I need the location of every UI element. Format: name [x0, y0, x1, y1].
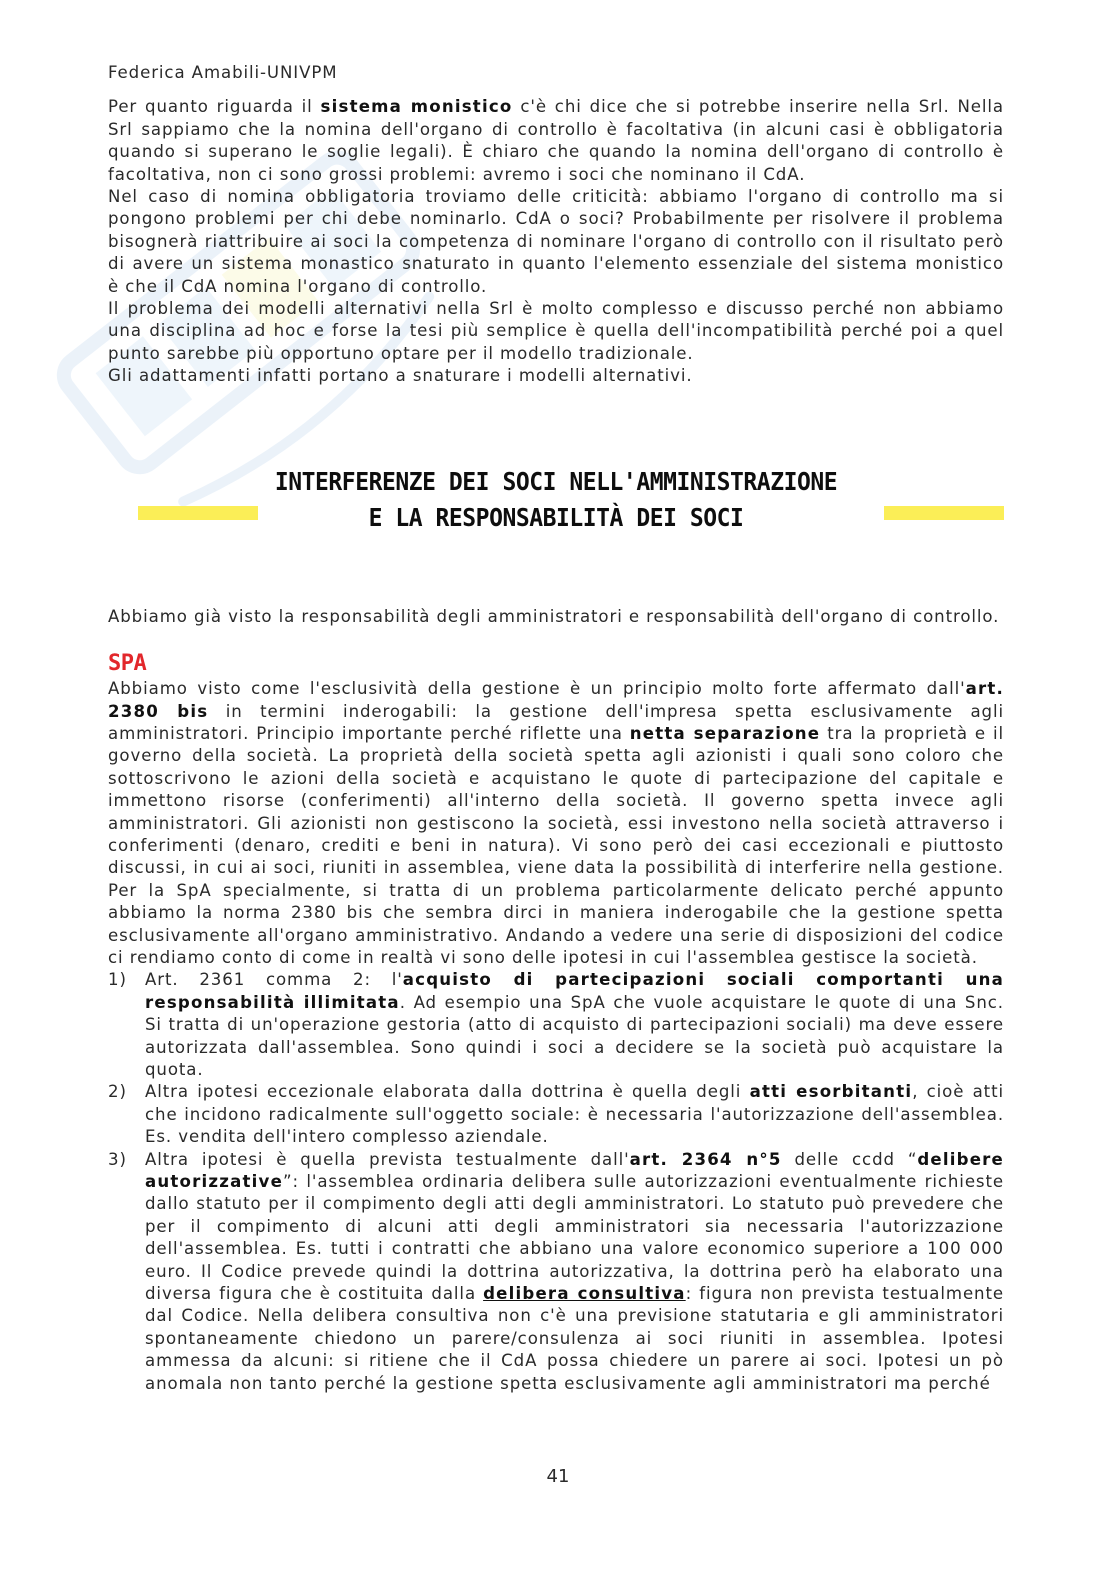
list-number: 1): [108, 970, 127, 990]
list-item: 1) Art. 2361 comma 2: l'acquisto di partecipazioni sociali comportanti una responsabilità illimitata. Ad esempio una SpA che vuole acquistare le quote di una Snc. Si tratta di un'operazione gestoria (atto di acquisto di partecipazioni sociali) ma deve essere autorizzata dall'assemblea. Sono quindi i soci a decidere se la società può acquistare la quota.: [108, 970, 1004, 1079]
paragraph-monistic-system: Per quanto riguarda il sistema monistico c'è chi dice che si potrebbe inserire nella Srl. Nella Srl sappiamo che la nomina dell'organo di controllo è facoltativa (in alcuni casi è obbligatoria quando si superano le soglie legali). È chiaro che quando la nomina dell'organo di controllo è facoltativa, non ci sono grossi problemi: avremo i soci che nominano il CdA.: [108, 97, 1005, 184]
list-item: 3) Altra ipotesi è quella prevista testualmente dall'art. 2364 n°5 delle ccdd “delibere autorizzative”: l'assemblea ordinaria delibera sulle autorizzazioni eventualmente richieste dallo statuto per il compimento degli atti degli amministratori. Lo statuto può prevedere che per il compimento di alcuni atti degli amministratori sia necessaria l'autorizzazione dell'assemblea. Es. tutti i contratti che abbiano una valore economico superiore a 100 000 euro. Il Codice prevede quindi la dottrina autorizzativa, la dottrina però ha elaborato una diversa figura che è costituita dalla delibera consultiva: figura non prevista testualmente dal Codice. Nella delibera consultiva non c'è una previsione statutaria e gli amministratori spontaneamente chiedono un parere/consulenza ai soci riuniti in assemblea. Ipotesi ammessa da alcuni: si ritiene che il CdA possa chiedere un parere ai soci. Ipotesi un pò anomala non tanto perché la gestione spetta esclusivamente agli amministratori ma perché: [108, 1149, 1005, 1393]
section-title: INTERFERENZE DEI SOCI NELL'AMMINISTRAZIONE E LA RESPONSABILITÀ DEI SOCI: [274, 466, 838, 532]
underlined-term: delibera consultiva: [483, 1284, 686, 1304]
list-item: 2) Altra ipotesi eccezionale elaborata dalla dottrina è quella degli atti esorbitanti, cioè atti che incidono radicalmente sull'oggetto sociale: è necessaria l'autorizzazione dell'assemblea. Es. vendita dell'intero complesso aziendale.: [108, 1082, 1004, 1147]
paragraph-adaptations: Gli adattamenti infatti portano a snaturare i modelli alternativi.: [108, 366, 693, 386]
list-number: 3): [108, 1149, 127, 1169]
list-number: 2): [108, 1082, 127, 1102]
section-title-block: [108, 464, 1004, 554]
bold-term: art. 2380 bis: [108, 679, 1004, 721]
spa-heading: SPA: [108, 651, 147, 677]
paragraph-mandatory-nomination: Nel caso di nomina obbligatoria troviamo delle criticità: abbiamo l'organo di controllo ma si pongono problemi per chi debe nominarlo. CdA o soci? Probabilmente per risolvere il problema bisognerà riattribuire ai soci la competenza di nominare l'organo di controllo con il risultato però di avere un sistema monastico snaturato in quanto l'elemento essenziale del sistema monistico è che il CdA nomina l'organo di controllo.: [108, 187, 1004, 296]
bold-term: netta separazione: [629, 723, 821, 743]
bold-term: atti esorbitanti: [749, 1082, 913, 1102]
author-header: Federica Amabili-UNIVPM: [108, 63, 338, 82]
paragraph-alternative-models: Il problema dei modelli alternativi nella Srl è molto complesso e discusso perché non abbiamo una disciplina ad hoc e forse la tesi più semplice è quella dell'incompatibilità perché poi a quel punto sarebbe più opportuno optare per il modello tradizionale.: [108, 299, 1004, 363]
bold-term: delibere autorizzative: [145, 1149, 1005, 1192]
section-intro-paragraph: Abbiamo già visto la responsabilità degli amministratori e responsabilità dell'organo di controllo.: [108, 606, 1000, 626]
bold-term: sistema monistico: [320, 97, 513, 117]
bold-term: art. 2364 n°5: [629, 1149, 782, 1169]
bold-term: acquisto di partecipazioni sociali comportanti una responsabilità illimitata: [145, 970, 1004, 1012]
page-number: 41: [546, 1466, 570, 1487]
numbered-list: [108, 969, 1004, 1395]
document-page: [108, 62, 1004, 1395]
paragraph-spa: Abbiamo visto come l'esclusività della gestione è un principio molto forte affermato dall'art. 2380 bis in termini inderogabili: la gestione dell'impresa spetta esclusivamente agli amministratori. Principio importante perché riflette una netta separazione tra la proprietà e il governo della società. La proprietà della società spetta agli azionisti i quali sono coloro che sottoscrivono le azioni della società e acquistano le quote di partecipazione del capitale e immettono risorse (conferimenti) all'interno della società. Il governo spetta invece agli amministratori. Gli azionisti non gestiscono la società, essi investono nella società attraverso i conferimenti (denaro, crediti e beni in natura). Vi sono però dei casi eccezionali e piuttosto discussi, in cui ai soci, riuniti in assemblea, viene data la possibilità di interferire nella gestione. Per la SpA specialmente, si tratta di un problema particolarmente delicato perché appunto abbiamo la norma 2380 bis che sembra dirci in maniera inderogabile che la gestione spetta esclusivamente all'organo amministrativo. Andando a vedere una serie di disposizioni del codice ci rendiamo conto di come in realtà vi sono delle ipotesi in cui l'assemblea gestisce la società.: [108, 679, 1004, 967]
